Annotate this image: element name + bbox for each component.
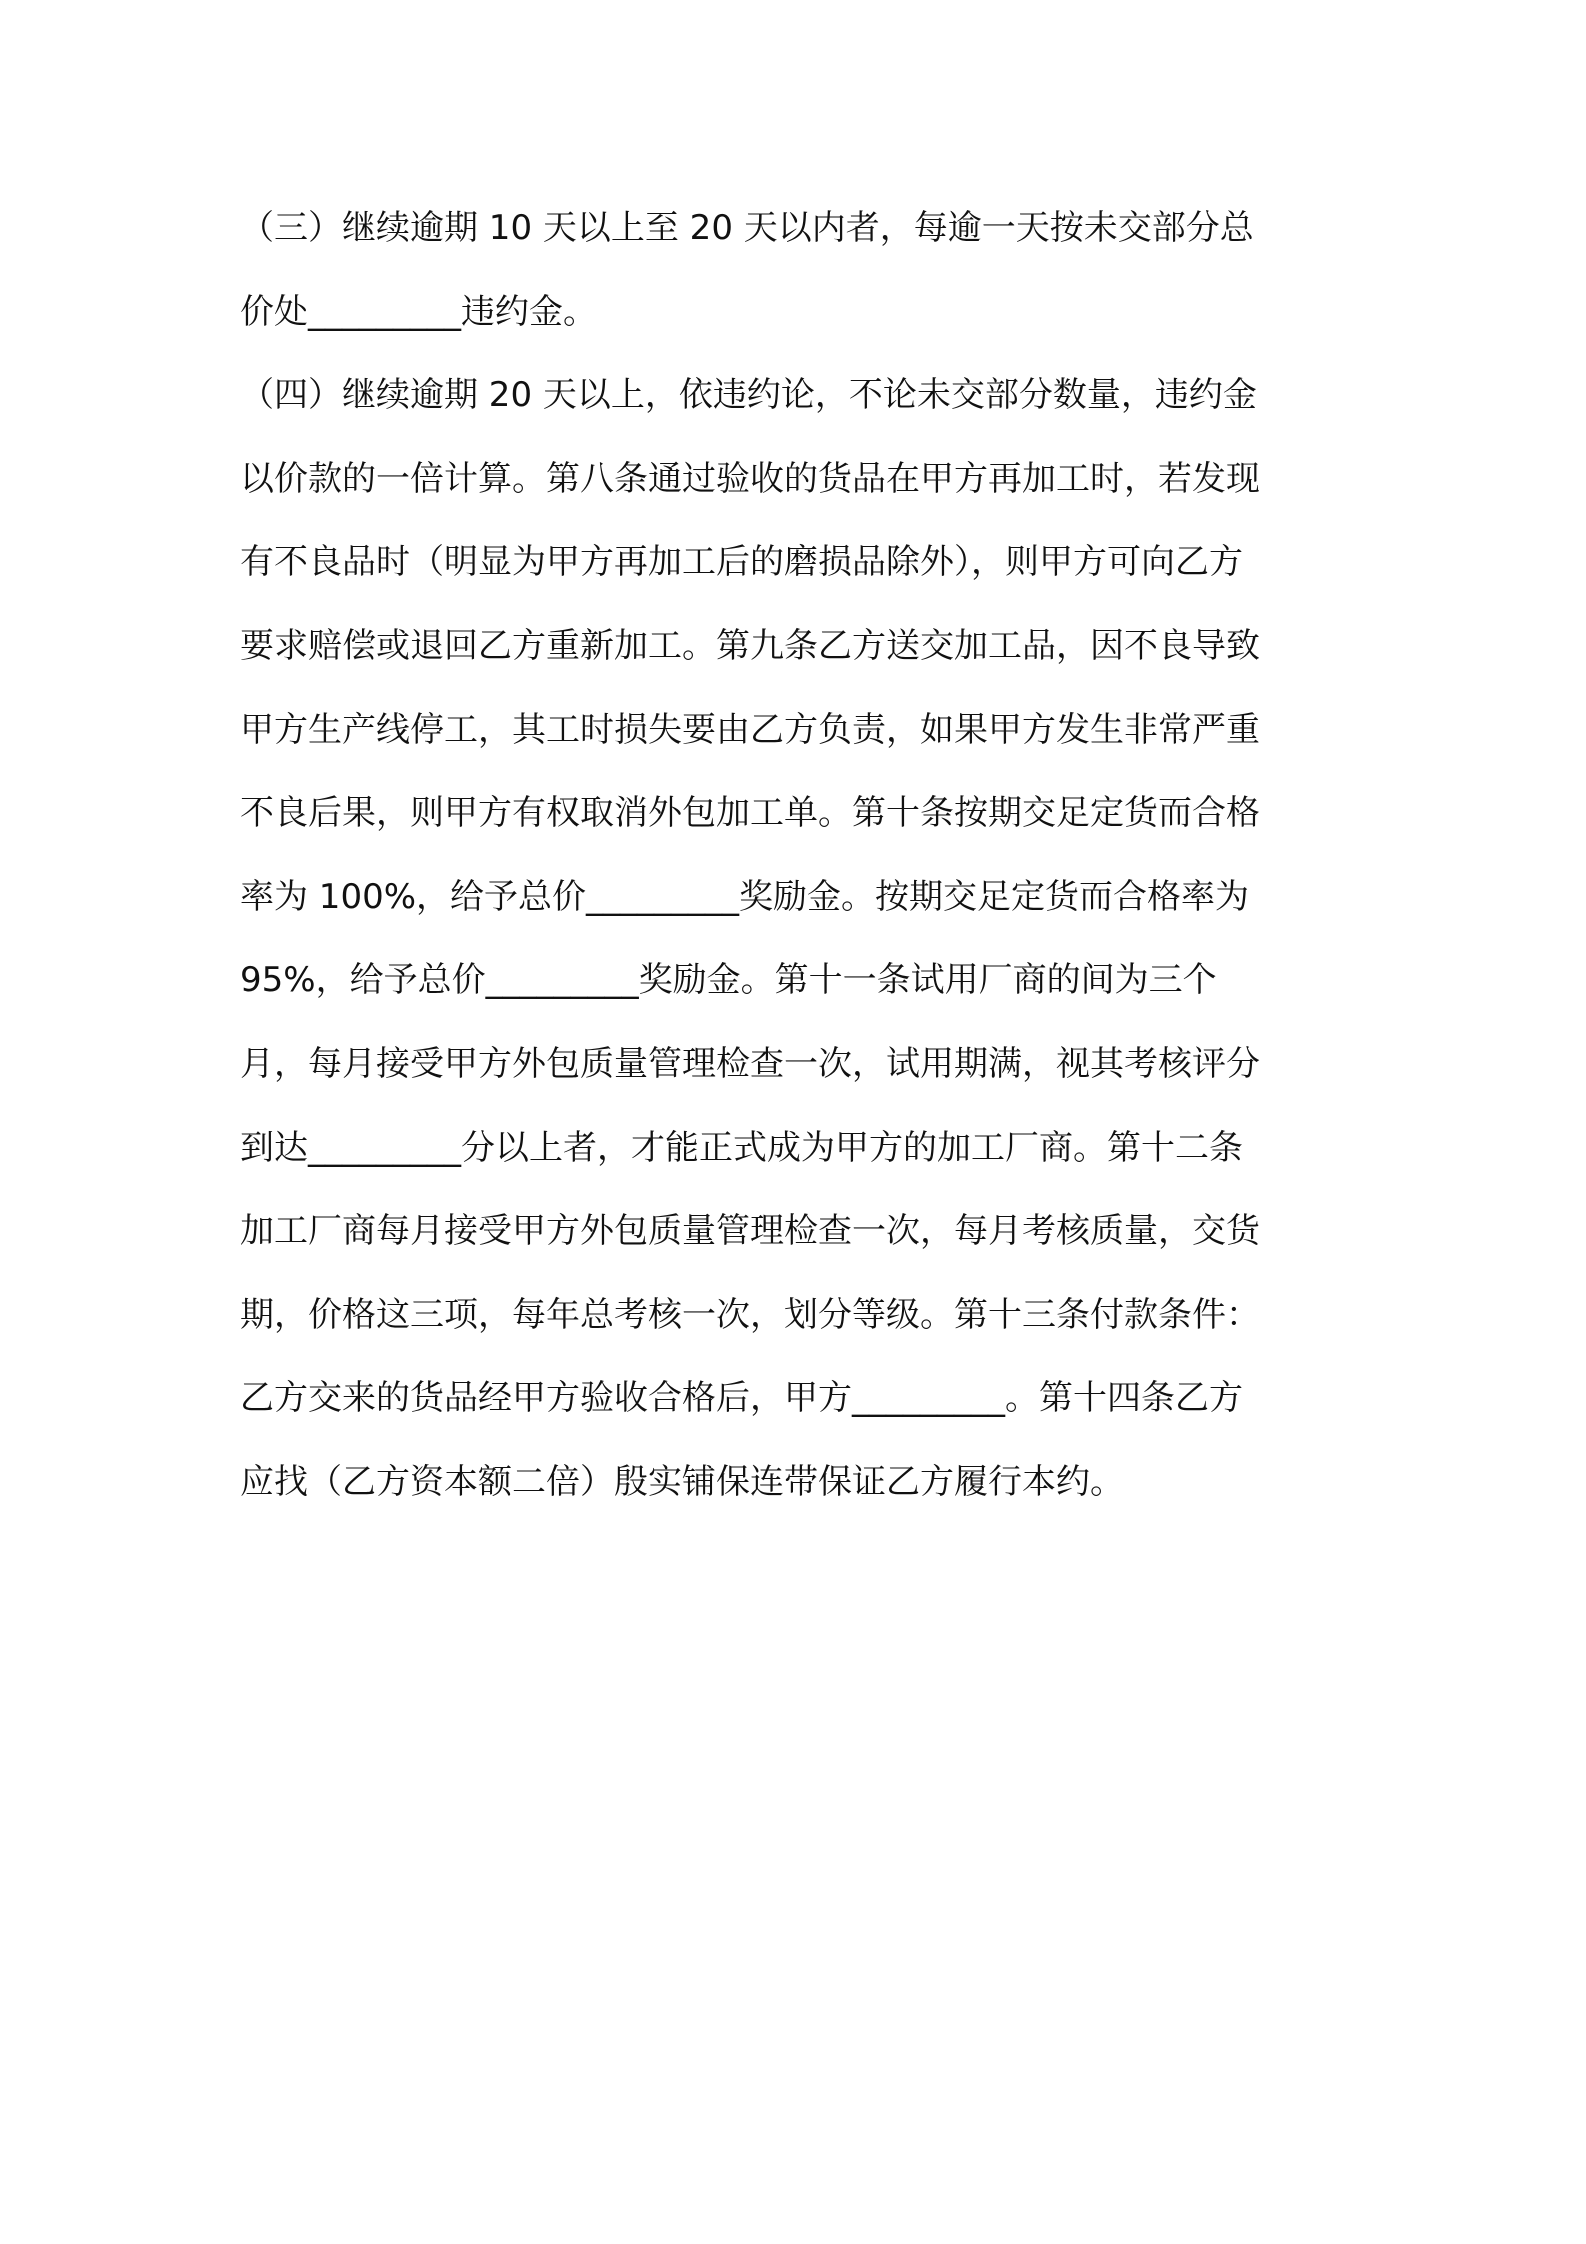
text-line: 要求赔偿或退回乙方重新加工。第九条乙方送交加工品，因不良导致	[240, 625, 1260, 666]
text-line: 到达_________分以上者，才能正式成为甲方的加工厂商。第十二条	[240, 1127, 1243, 1168]
text-line: 有不良品时（明显为甲方再加工后的磨损品除外），则甲方可向乙方	[240, 542, 1243, 583]
text-line: 加工厂商每月接受甲方外包质量管理检查一次，每月考核质量，交货	[240, 1211, 1260, 1252]
text-line: （三）继续逾期 10 天以上至 20 天以内者，每逾一天按未交部分总	[240, 208, 1254, 248]
text-line: 应找（乙方资本额二倍）殷实铺保连带保证乙方履行本约。	[240, 1461, 1124, 1502]
text-line: 率为 100%，给予总价_________奖励金。按期交足定货而合格率为	[240, 876, 1250, 917]
text-line: 甲方生产线停工，其工时损失要由乙方负责，如果甲方发生非常严重	[240, 709, 1260, 750]
text-line: 价处_________违约金。	[240, 291, 597, 332]
text-line: 以价款的一倍计算。第八条通过验收的货品在甲方再加工时，若发现	[240, 458, 1260, 499]
text-line: 不良后果，则甲方有权取消外包加工单。第十条按期交足定货而合格	[240, 793, 1260, 834]
text-line: 乙方交来的货品经甲方验收合格后，甲方_________。第十四条乙方	[240, 1378, 1243, 1419]
text-line: （四）继续逾期 20 天以上，依违约论，不论未交部分数量，违约金	[240, 375, 1257, 416]
document-body	[240, 196, 1352, 1534]
text-line: 月，每月接受甲方外包质量管理检查一次，试用期满，视其考核评分	[240, 1043, 1260, 1084]
text-line: 95%，给予总价_________奖励金。第十一条试用厂商的间为三个	[240, 960, 1217, 1001]
text-line: 期，价格这三项，每年总考核一次，划分等级。第十三条付款条件：	[240, 1294, 1260, 1335]
